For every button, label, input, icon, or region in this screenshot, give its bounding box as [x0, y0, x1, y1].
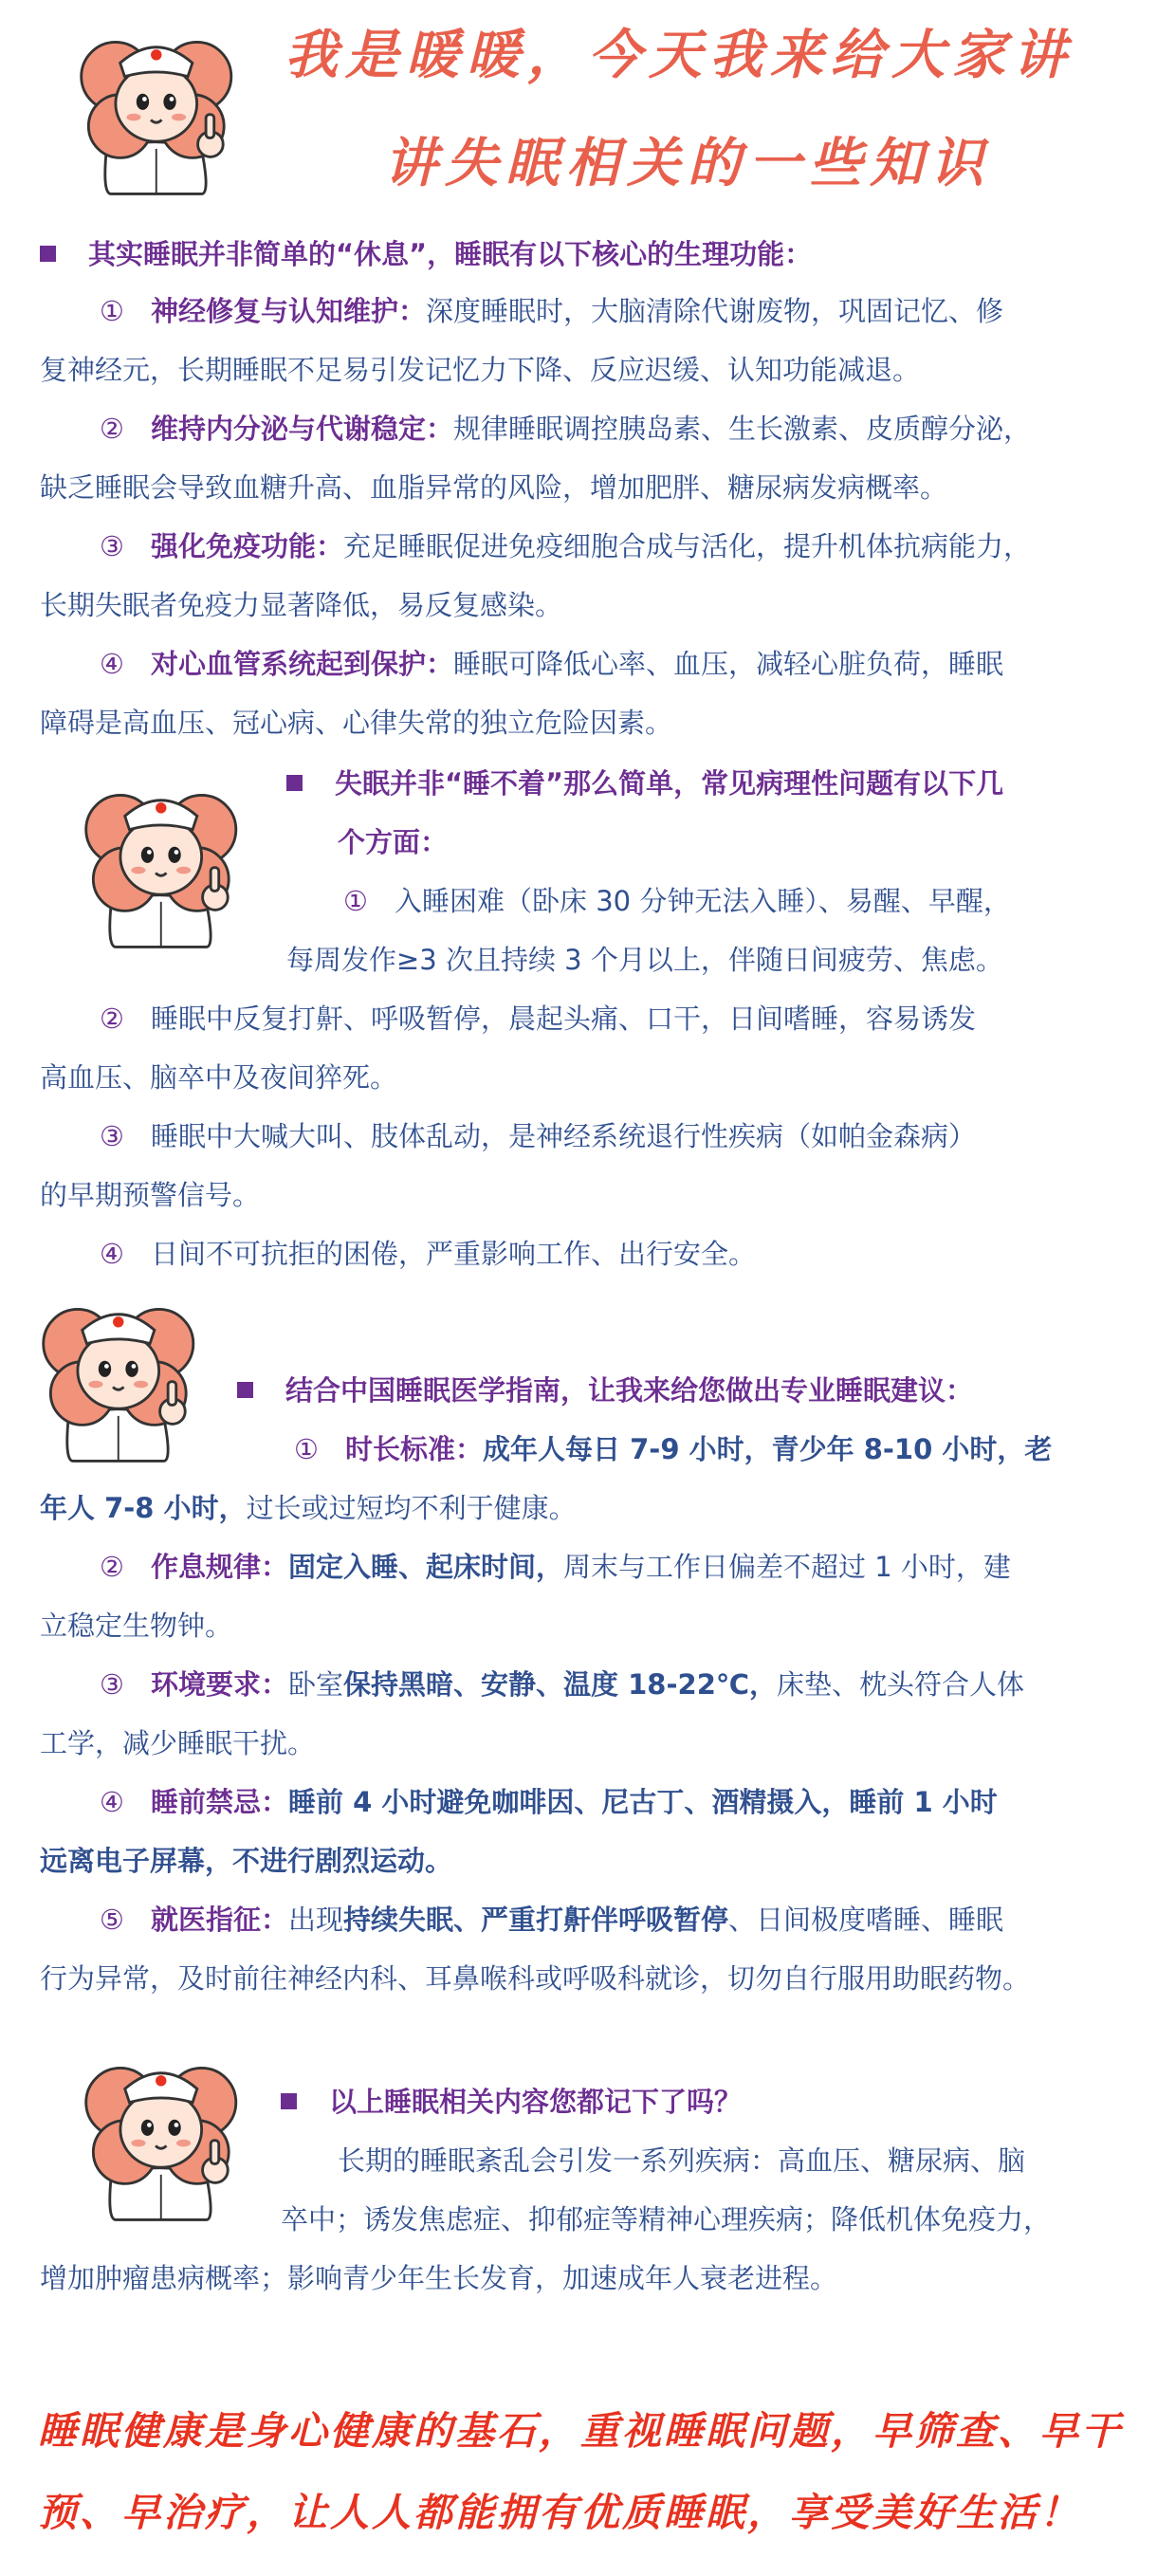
section2-item-2: ② 睡眠中反复打鼾、呼吸暂停，晨起头痛、口干，日间嗜睡，容易诱发 [100, 1003, 977, 1035]
section2-item-4: ④ 日间不可抗拒的困倦，严重影响工作、出行安全。 [100, 1238, 757, 1270]
section3-item-3-cont: 工学，减少睡眠干扰。 [40, 1727, 316, 1759]
section4-line-2: 卒中；诱发焦虑症、抑郁症等精神心理疾病；降低机体免疫力， [281, 2203, 1052, 2236]
section3-item-1-cont: 年人 7-8 小时，过长或过短均不利于健康。 [40, 1492, 577, 1524]
nurse-mascot-icon [66, 2039, 247, 2229]
section3-item-5-cont: 行为异常，及时前往神经内科、耳鼻喉科或呼吸科就诊，切勿自行服用助眠药物。 [40, 1962, 1031, 1995]
section4-line-3: 增加肿瘤患病概率；影响青少年生长发育，加速成年人衰老进程。 [40, 2262, 838, 2294]
section1-item-4-cont: 障碍是高血压、冠心病、心律失常的独立危险因素。 [40, 707, 673, 739]
section3-item-1: ① 时长标准：成年人每日 7-9 小时，青少年 8-10 小时，老 [294, 1433, 1053, 1465]
section2-item-2-cont: 高血压、脑卒中及夜间猝死。 [40, 1061, 398, 1094]
footer-line-2: 预、早治疗，让人人都能拥有优质睡眠，享受美好生活！ [38, 2490, 1081, 2535]
section4-heading: 以上睡眠相关内容您都记下了吗？ [281, 2083, 742, 2121]
section1-item-4: ④ 对心血管系统起到保护：睡眠可降低心率、血压，减轻心脏负荷，睡眠 [100, 648, 1004, 680]
section1-item-2-cont: 缺乏睡眠会导致血糖升高、血脂异常的风险，增加肥胖、糖尿病发病概率。 [40, 471, 948, 504]
section3-item-4: ④ 睡前禁忌：睡前 4 小时避免咖啡因、尼古丁、酒精摄入，睡前 1 小时 [100, 1786, 998, 1818]
bullet-square-icon [40, 246, 56, 262]
section3-item-3: ③ 环境要求：卧室保持黑暗、安静、温度 18-22℃，床垫、枕头符合人体 [100, 1668, 1025, 1701]
section1-item-2: ② 维持内分泌与代谢稳定：规律睡眠调控胰岛素、生长激素、皮质醇分泌， [100, 413, 1032, 445]
section3-heading: 结合中国睡眠医学指南，让我来给您做出专业睡眠建议： [237, 1371, 973, 1409]
bullet-square-icon [237, 1382, 253, 1398]
section4-line-1: 长期的睡眠紊乱会引发一系列疾病：高血压、糖尿病、脑 [338, 2144, 1026, 2177]
footer-line-1: 睡眠健康是身心健康的基石，重视睡眠问题，早筛查、早干 [38, 2408, 1123, 2454]
section2-item-1: ① 入睡困难（卧床 30 分钟无法入睡）、易醒、早醒， [343, 885, 1011, 917]
section3-item-2: ② 作息规律：固定入睡、起床时间，周末与工作日偏差不超过 1 小时，建 [100, 1551, 1011, 1583]
nurse-mascot-icon [62, 13, 242, 203]
section2-item-3-cont: 的早期预警信号。 [40, 1179, 261, 1211]
section3-item-2-cont: 立稳定生物钟。 [40, 1610, 233, 1642]
bullet-square-icon [281, 2093, 297, 2109]
section1-item-1: ① 神经修复与认知维护：深度睡眠时，大脑清除代谢废物，巩固记忆、修 [100, 295, 1004, 327]
section1-item-3: ③ 强化免疫功能：充足睡眠促进免疫细胞合成与活化，提升机体抗病能力， [100, 530, 1032, 562]
section2-item-3: ③ 睡眠中大喊大叫、肢体乱动，是神经系统退行性疾病（如帕金森病） [100, 1120, 977, 1152]
bullet-square-icon [286, 775, 303, 791]
nurse-mascot-icon [66, 766, 247, 956]
section3-item-4-cont: 远离电子屏幕，不进行剧烈运动。 [40, 1845, 453, 1877]
section1-item-3-cont: 长期失眠者免疫力显著降低，易反复感染。 [40, 589, 563, 621]
nurse-mascot-icon [24, 1280, 204, 1470]
section2-heading: 失眠并非“睡不着”那么简单，常见病理性问题有以下几 [286, 764, 1003, 802]
section2-item-1-cont: 每周发作≥3 次且持续 3 个月以上，伴随日间疲劳、焦虑。 [286, 944, 1003, 976]
section3-item-5: ⑤ 就医指征：出现持续失眠、严重打鼾伴呼吸暂停、日间极度嗜睡、睡眠 [100, 1904, 1004, 1936]
section2-heading-cont: 个方面： [338, 826, 449, 858]
section1-heading: 其实睡眠并非简单的“休息”，睡眠有以下核心的生理功能： [40, 235, 812, 273]
section1-item-1-cont: 复神经元，长期睡眠不足易引发记忆力下降、反应迟缓、认知功能减退。 [40, 354, 921, 386]
title-line-2: 讲失眠相关的一些知识 [384, 132, 991, 194]
title-line-1: 我是暖暖，今天我来给大家讲 [285, 24, 1074, 86]
